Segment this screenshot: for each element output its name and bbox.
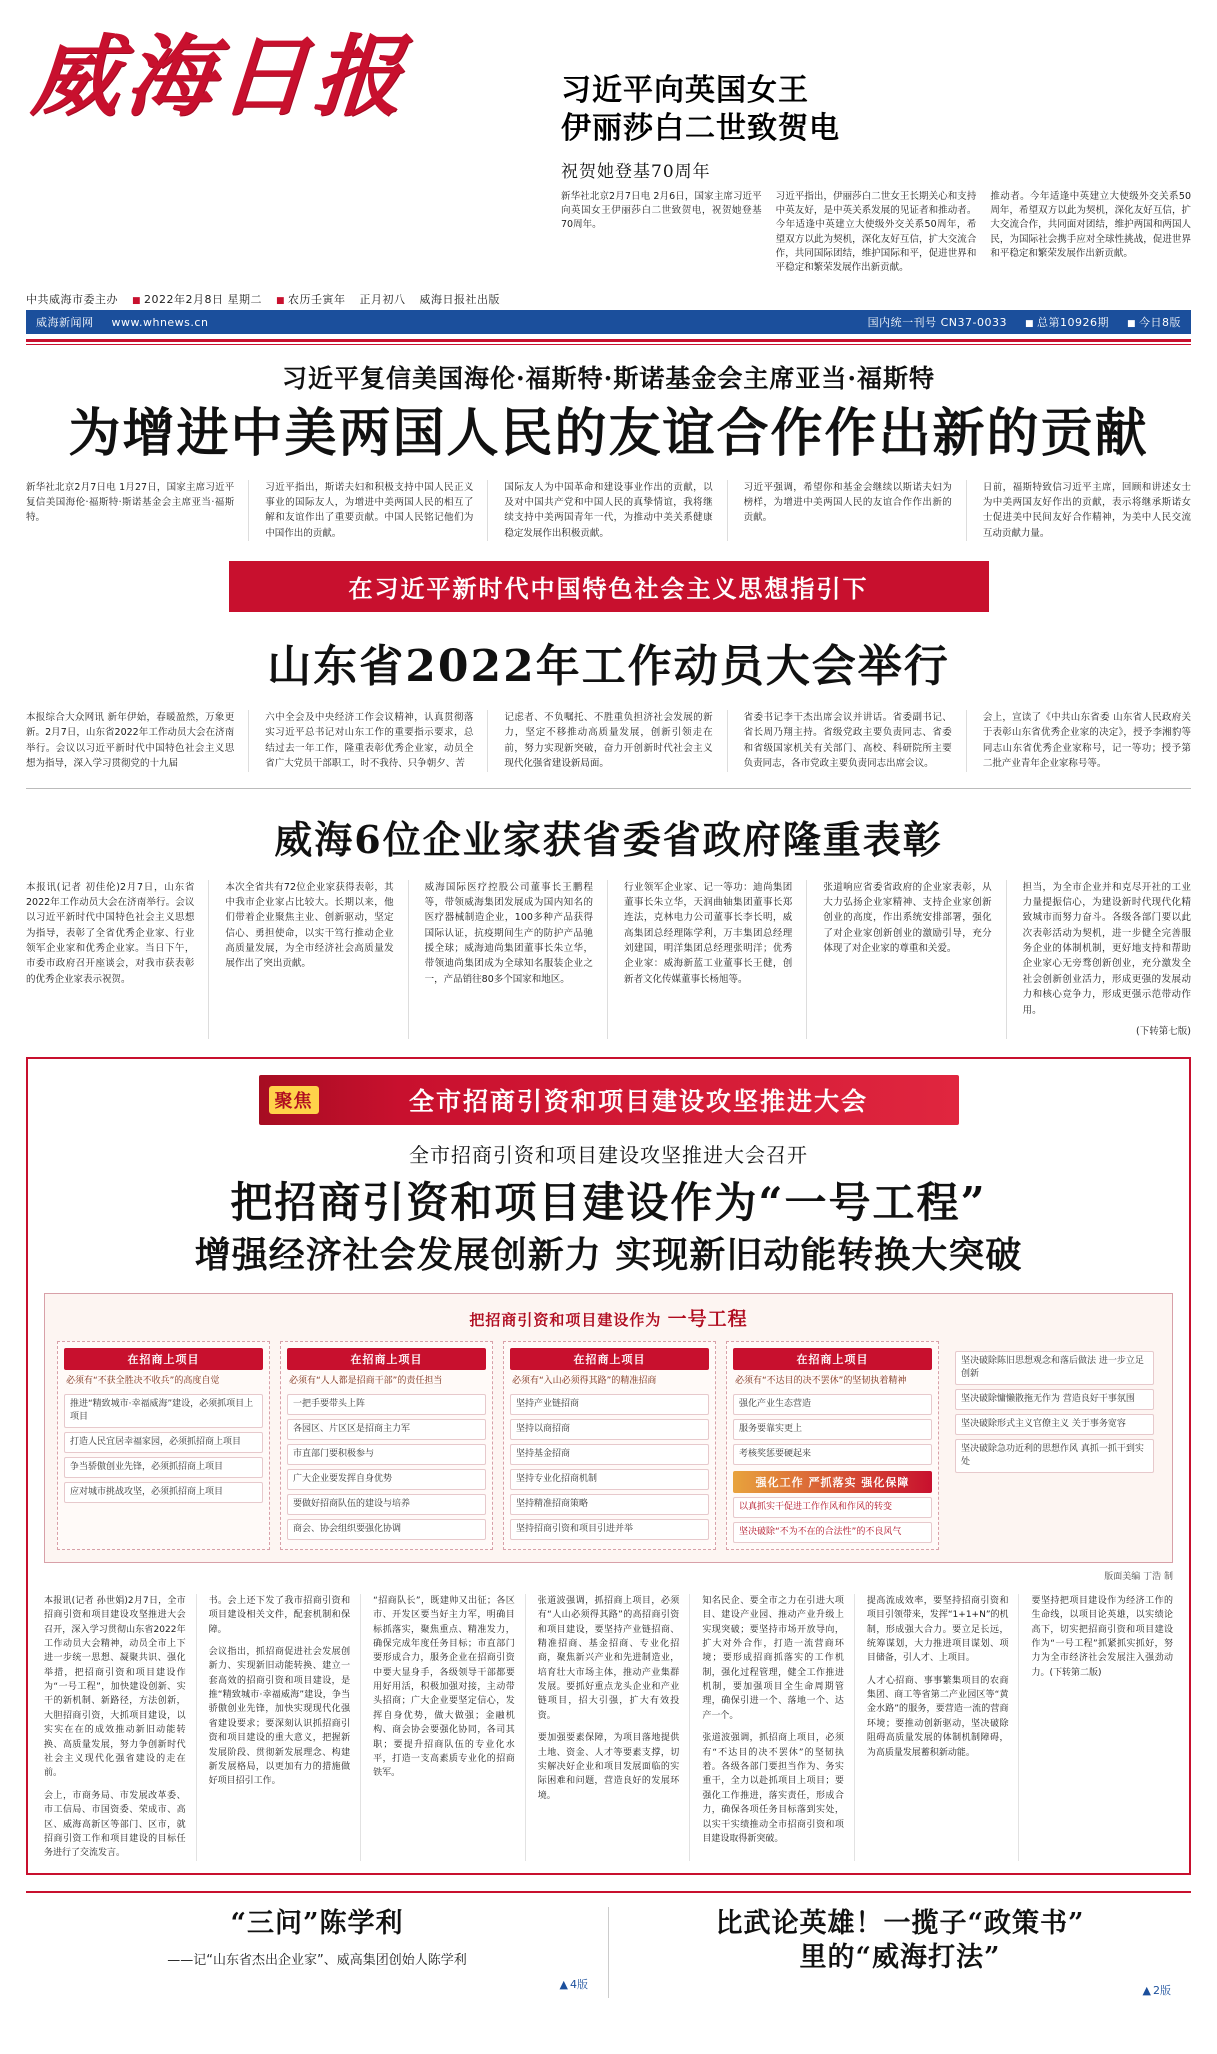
top-story-headline-line1: 习近平向英国女王 [561,73,809,108]
panel-column-4-head: 在招商上项目 [733,1348,932,1370]
feature-badge: 聚焦 [269,1086,319,1114]
section2-continuation: (下转第七版) [1136,1025,1191,1037]
issn-number: 国内统一刊号 CN37-0033 [867,316,1007,330]
panel-item: 坚决破除形式主义官僚主义 关于事务宽容 [955,1414,1154,1435]
feature-headline-2: 增强经济社会发展创新力 实现新旧动能转换大突破 [194,1233,1023,1276]
feature-col-7: 要坚持把项目建设作为经济工作的生命线，以项目论英雄，以实绩论高下，切实把招商引资和项目建设作为“一号工程”抓紧抓实抓好，努力为全市经济社会发展注入强劲动力。(下转第二版) [1031,1595,1174,1678]
panel-column-4-subhead: 强化工作 严抓落实 强化保障 [733,1471,932,1493]
website-url[interactable]: www.whnews.cn [111,315,209,329]
panel-column-2-head: 在招商上项目 [287,1348,486,1370]
section1-red-banner: 在习近平新时代中国特色社会主义思想指引下 [229,561,989,612]
panel-column-2-lead: 必须有“人人都是招商干部”的责任担当 [289,1376,443,1386]
lead-main-headline: 为增进中美两国人民的友谊合作作出新的贡献 [68,403,1149,465]
lead-col-4: 习近平强调，希望你和基金会继续以斯诺夫妇为榜样，为增进中美两国人民的友谊合作作出新的贡献。 [744,480,967,542]
panel-item: 坚决破除“不为不在的合法性”的不良风气 [733,1522,932,1543]
feature-story-box [26,1057,1191,1875]
section1-body [26,710,1191,772]
lead-story-body [26,480,1191,542]
press-name: 威海日报社出版 [419,293,501,307]
top-story-col-1: 新华社北京2月7日电 2月6日，国家主席习近平向英国女王伊丽莎白二世致贺电，祝贺她登基70周年。 [561,190,762,231]
section1-col-4: 省委书记李干杰出席会议并讲话。省委副书记、省长周乃翔主持。省级党政主要负责同志、省委和省级国家机关有关部门、高校、科研院所主要负责同志，各市党政主要负责同志出席会议。 [744,710,967,772]
section1-col-1: 本报综合大众网讯 新年伊始，春暖盈然，万象更新。2月7日，山东省2022年工作动员大会在济南举行。会议以习近平新时代中国特色社会主义思想为指导，深入学习贯彻党的十九届 [26,710,249,772]
panel-item: 坚持以商招商 [510,1419,709,1440]
feature-col-1-p1: 本报讯(记者 孙世娟)2月7日，全市招商引资和项目建设攻坚推进大会召开，深入学习贯彻山东省2022年工作动员大会精神，动员全市上下进一步统一思想、凝聚共识、强化举措，把招商引资和项目建设作为“一号工程”，加快建设创新、实干的新机制、新路径，方法创新，大胆招商引资，大抓项目建设，以实实在在的成效推动新旧动能转换、高质量发展，努力争创新时代社会主义现代化强省建设的走在前。 [44,1595,186,1779]
divider-hairline-1 [26,788,1191,789]
panel-item: 坚持精准招商策略 [510,1494,709,1515]
section2-col-6 [1023,880,1191,1040]
panel-item: 坚持招商引资和项目引进并举 [510,1519,709,1540]
section2-col-4: 行业领军企业家、记一等功：迪尚集团董事长朱立华，天润曲轴集团董事长郑连法，克林电力公司董事长李长明，威高集团总经理陈学利，万丰集团总经理刘建国，明洋集团总经理张明洋；优秀企业家：威海新蓝工业董事长王健，创新者文化传媒董事长杨旭等。 [624,880,807,1040]
panel-item: 打造人民宜居幸福家园，必须抓招商上项目 [64,1432,263,1453]
section2-col-3: 威海国际医疗控股公司董事长王鹏程等，带领威海集团发展成为国内知名的医疗器械制造企业，100多种产品获得国际认证，抗疫期间生产的防护产品驰援全球；威海迪尚集团董事长朱立华，带领迪尚集团成为全球知名服装企业之一，产品销往80多个国家和地区。 [425,880,608,1040]
publisher-label: 中共威海市委主办 [26,293,118,307]
panel-columns [57,1341,1160,1550]
top-story-col-3: 推动者。今年适逢中英建立大使级外交关系50周年，希望双方以此为契机，深化友好互信，扩大交流合作，共同面对团结，维护两国和两国人民，为国际社会携手应对全球性挑战，促进世界和平稳定和繁荣发展作出新贡献。 [990,190,1192,259]
panel-item: 广大企业要发挥自身优势 [287,1469,486,1490]
lead-col-1: 新华社北京2月7日电 1月27日，国家主席习近平复信美国海伦·福斯特·斯诺基金会主席亚当·福斯特。 [26,480,249,542]
panel-column-2 [280,1341,493,1550]
section2-col-2: 本次全省共有72位企业家获得表彰，其中我市企业家占比较大。长期以来，他们带着企业聚焦主业、创新驱动，坚定信心、勇担使命，以实干笃行推动企业高质量发展，为全市经济社会高质量发展作出了突出贡献。 [225,880,408,1040]
feature-col-6-p2: 人才心招商、事事繁集项目的农商集团、商工等省第二产业园区等“黄金水路”的服务，要营造一流的营商环境；要推动创新驱动，坚决破除阻碍高质量发展的体制机制障碍，为高质量发展蓄积新动能。 [866,1675,1009,1758]
panel-item: 要做好招商队伍的建设与培养 [287,1494,486,1515]
panel-column-3-lead: 必须有“入山必须得其路”的精准招商 [512,1376,657,1386]
section2-col-1: 本报讯(记者 初佳伦)2月7日，山东省2022年工作动员大会在济南举行。会议以习近平新时代中国特色社会主义思想为指导，表彰了全省优秀企业家、行业领军企业家和优秀企业家。当日下午，市委市政府召开座谈会，对我市获表彰的优秀企业家表示祝贺。 [26,880,209,1040]
page-count: ■ 今日8版 [1127,314,1181,330]
panel-item: 考核奖惩要硬起来 [733,1444,932,1465]
panel-item: 坚持产业链招商 [510,1394,709,1415]
panel-column-4-lead: 必须有“不达目的决不罢休”的坚韧执着精神 [735,1376,907,1386]
section2-col-6-text: 担当，为全市企业并和克尽开社的工业力量提振信心，为建设新时代现代化精致城市而努力奋斗。各级各部门要以此次表彰活动为契机，进一步健全完善服务企业的体制机制，更好地支持和帮助企业家心无旁骛创新创业，充分激发全社会创新创业活力，形成更强的发展动力和核心竞争力，形成更强示范带动作用。 [1022,881,1191,1016]
masthead [26,14,1191,275]
panel-item: 一把手要带头上阵 [287,1394,486,1415]
section1-col-5: 会上，宣读了《中共山东省委 山东省人民政府关于表彰山东省优秀企业家的决定》，授予李湘豹等同志山东省优秀企业家称号，记一等功；授予第二批产业青年企业家称号等。 [982,712,1192,770]
panel-item: 商会、协会组织要强化协调 [287,1519,486,1540]
panel-column-1-lead: 必须有“不获全胜决不收兵”的高度自觉 [66,1376,220,1386]
publication-info-bar [26,291,1191,310]
section1-col-2: 六中全会及中央经济工作会议精神，认真贯彻落实习近平总书记对山东工作的重要指示要求，总结过去一年工作，隆重表彰优秀企业家，动员全省广大党员干部职工，时不我待、只争朝夕、苦 [265,710,488,772]
feature-col-2-p2: 会议指出，抓招商促进社会发展创新力、实现新旧动能转换、建立一套高效的招商引资和项目建设，是推“精致城市·幸福威海”建设，争当骄傲创业先锋，加快实现现代化强省建设要求；要深刻认识抓招商引资和项目建设的重大意义，把握新发展阶段、贯彻新发展理念、构建新发展格局，以更加有力的措施做好项目招引工作。 [208,1646,351,1787]
top-story-headline-line2: 伊丽莎白二世致贺电 [561,111,840,147]
feature-col-1-p2: 会上，市商务局、市发展改革委、市工信局、市国资委、荣成市、高区、威海高新区等部门、区市，就招商引资工作和项目建设的目标任务进行了交流发言。 [44,1790,186,1859]
section2-headline: 威海6位企业家获省委省政府隆重表彰 [274,816,943,862]
publication-date: ■ 2022年2月8日 星期二 [132,291,262,307]
top-story-col-2: 习近平指出，伊丽莎白二世女王长期关心和支持中英友好，是中英关系发展的见证者和推动者。今年适逢中英建立大使级外交关系50周年，希望双方以此为契机，深化友好互信，扩大交流合作，共同国际团结，维护国际和平，促进世界和平稳定和繁荣发展作出新贡献。 [775,190,977,274]
lead-shoulder-headline: 习近平复信美国海伦·福斯特·斯诺基金会主席亚当·福斯特 [281,364,936,394]
feature-banner-title: 全市招商引资和项目建设攻坚推进大会 [408,1087,868,1117]
section1-col-3: 记虑者、不负嘱托、不胜重负担济社会发展的新力，坚定不移推动高质量发展，创新引领走在前，努力实现新突破，奋力开创新时代社会主义现代化强省建设新局面。 [504,710,727,772]
lead-col-5: 日前，福斯特致信习近平主席，回顾和讲述女士为中美两国友好作出的贡献，表示将继承斯诺女士促进美中民间友好合作精神，为美中人民交流互动贡献力量。 [982,481,1192,539]
feature-design-byline: 版面美编 丁浩 制 [1104,1571,1173,1582]
top-story-subhead: 祝贺她登基70周年 [561,161,711,182]
panel-title [57,1304,1160,1331]
website-info-bar [26,310,1191,334]
promo-1-subtitle: ——记“山东省杰出企业家”、威高集团创始人陈学利 [167,1952,467,1968]
feature-col-5-p1: 知名民企、要全市之力在引进大项目、建设产业园、推动产业升级上实现突破；要坚持市场开放导向，扩大对外合作，打造一流营商环境；要形成招商抓落实的工作机制，强化过程管理，健全工作推进机制，要加强项目全生命周期管理，确保引进一个、落地一个、达产一个。 [702,1595,844,1721]
panel-title-emphasis: 一号工程 [667,1308,748,1330]
panel-item: 坚决破除慵懒散拖无作为 营造良好干事氛围 [955,1389,1154,1410]
feature-col-4-p2: 要加强要素保障，为项目落地提供土地、资金、人才等要素支撑，切实解决好企业和项目发展面临的实际困难和问题，营造良好的发展环境。 [537,1733,680,1801]
lunar-day: 正月初八 [359,293,406,307]
feature-col-5 [702,1594,855,1861]
top-story-body [561,190,1191,276]
panel-column-1-head: 在招商上项目 [64,1348,263,1370]
panel-item: 争当骄傲创业先锋，必须抓招商上项目 [64,1457,263,1478]
feature-body [44,1594,1173,1861]
section2-body [26,880,1191,1040]
promo-2-title-line2: 里的“威海打法” [799,1941,1001,1973]
panel-item: 强化产业生态营造 [733,1394,932,1415]
promo-2-title-line1: 比武论英雄！一揽子“政策书” [715,1907,1085,1939]
masthead-top-story [561,32,1191,275]
panel-item: 坚持专业化招商机制 [510,1469,709,1490]
promo-1-title: “三问”陈学利 [230,1907,404,1939]
feature-col-1 [44,1594,197,1861]
feature-headline-1: 把招商引资和项目建设作为“一号工程” [230,1178,987,1228]
panel-column-5 [949,1341,1160,1550]
section1-headline: 山东省2022年工作动员大会举行 [267,641,950,693]
feature-kicker: 全市招商引资和项目建设攻坚推进大会召开 [409,1143,808,1168]
footer-promos [26,1891,1191,1999]
promo-1[interactable] [26,1907,608,1999]
feature-col-6-p1: 提高流成效率，要坚持招商引资和项目引领带来，发挥“1+1+N”的机制，形成强大合力。要立足长远，统筹谋划，大力推进项目谋划、项目储备，引人才、上项目。 [866,1595,1009,1664]
panel-column-1 [57,1341,270,1550]
section2-col-5: 张道响应省委省政府的企业家表彰，从大力弘扬企业家精神、支持企业家创新创业的高度，作出系统安排部署，强化了对企业家创新创业的激励引导，充分体现了对企业家的尊重和关爱。 [823,880,1006,1040]
newspaper-logo [26,24,546,128]
panel-item: 应对城市挑战攻坚，必须抓招商上项目 [64,1482,263,1503]
panel-item: 坚决破除陈旧思想观念和落后做法 进一步立足创新 [955,1351,1154,1385]
panel-item: 市直部门要积极参与 [287,1444,486,1465]
lead-story [26,345,1191,463]
promo-2[interactable] [608,1907,1191,1999]
lead-col-2: 习近平指出，斯诺夫妇和积极支持中国人民正义事业的国际友人，为增进中美两国人民的相互了解和友谊作出了重要贡献。中国人民铭记他们为中国作出的贡献。 [265,480,488,542]
divider-red-thick [26,339,1191,342]
panel-item: 服务要靠实更上 [733,1419,932,1440]
panel-title-left: 把招商引资和项目建设作为 [469,1311,662,1329]
feature-col-5-p2: 张道波强调，抓招商上项目，必须有“不达目的决不罢休”的坚韧执着。各级各部门要担当作为、务实重干，全力以赴抓项目上项目；要强化工作推进，落实责任，形成合力，确保各项任务目标落到实处，以实干实绩推动全市招商引资和项目建设取得新突破。 [702,1733,844,1844]
website-name: 威海新闻网 [36,316,94,330]
promo-1-page-ref[interactable]: ▲ 4版 [36,1976,598,1992]
panel-item: 推进“精致城市·幸福威海”建设，必须抓项目上项目 [64,1394,263,1428]
panel-column-3-head: 在招商上项目 [510,1348,709,1370]
panel-column-4 [726,1341,939,1550]
panel-item: 各园区、片区区是招商主力军 [287,1419,486,1440]
feature-banner [259,1075,959,1125]
panel-item: 坚持基金招商 [510,1444,709,1465]
panel-column-3 [503,1341,716,1550]
newspaper-title: 威海日报 [28,24,412,128]
feature-col-3: “招商队长”，既建帅又出征；各区市、开发区要当好主力军，明确目标抓落实，聚焦重点、精准发力，确保完成年度任务目标；市直部门要形成合力，服务企业在招商引资中要大显身手，各级领导干部都要用好用活，积极加强对接，主动带头招商；广大企业要坚定信心，发挥自身优势，做大做强；金融机构、商会协会要强化协同，各司其职；要提升招商队伍的专业化水平，打造一支高素质专业化的招商铁军。 [373,1594,526,1861]
panel-item: 坚决破除急功近利的思想作风 真抓一抓干到实处 [955,1439,1154,1473]
feature-col-2-p1: 书。会上还下发了我市招商引资和项目建设相关文件，配套机制和保障。 [208,1595,351,1635]
feature-col-6 [867,1594,1020,1861]
issue-number: ■ 总第10926期 [1025,314,1109,330]
feature-infographic-panel [44,1293,1173,1563]
feature-col-4 [538,1594,691,1861]
lead-col-3: 国际友人为中国革命和建设事业作出的贡献，以及对中国共产党和中国人民的真挚情谊，我将继续支持中美两国青年一代，为推动中美关系健康稳定发展作出积极贡献。 [504,480,727,542]
panel-item: 以真抓实干促进工作作风和作风的转变 [733,1497,932,1518]
feature-col-2 [209,1594,362,1861]
feature-col-4-p1: 张道波强调，抓招商上项目，必须有“人山必须得其路”的高招商引资和项目建设，要坚持产业链招商、精准招商、基金招商、专业化招商，聚焦新兴产业和先进制造业，培育壮大市场主体，推动产业集群发展。要抓好重点龙头企业和产业链项目，招大引强，扩大有效投资。 [537,1595,680,1721]
promo-2-page-ref[interactable]: ▲ 2版 [619,1982,1181,1998]
lunar-year: ■ 农历壬寅年 [276,291,346,307]
